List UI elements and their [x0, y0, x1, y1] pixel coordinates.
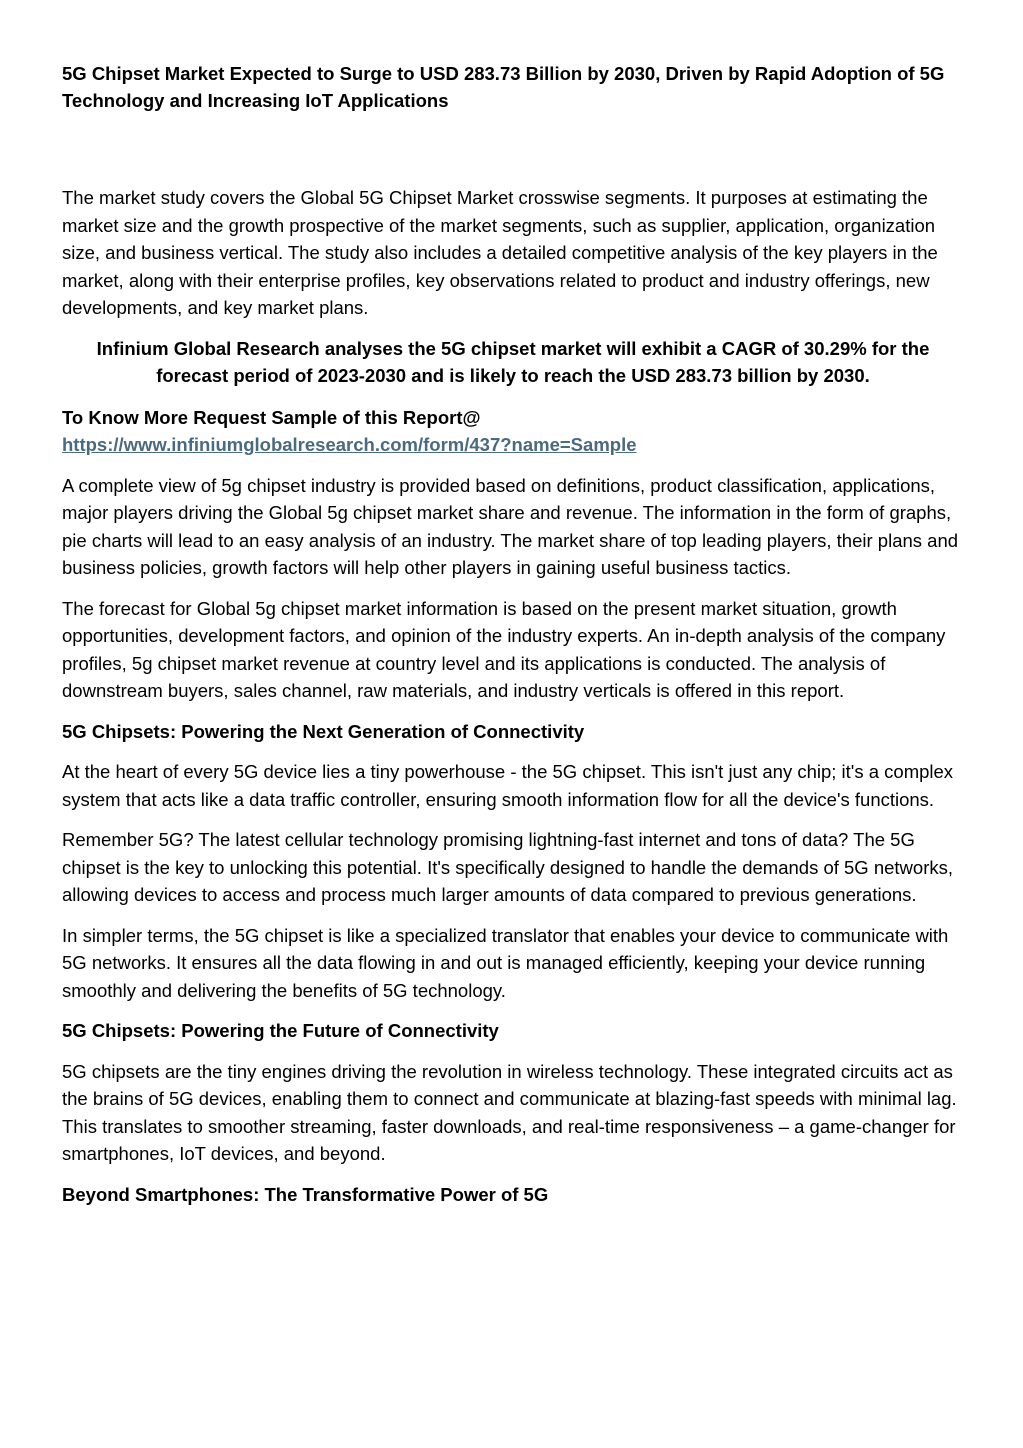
cagr-highlight: Infinium Global Research analyses the 5G chipset market will exhibit a CAGR of 30.29% for the forecast period of 2023-2030 and is likely to reach the USD 283.73 billion by 2030. [96, 337, 930, 386]
document-title: 5G Chipset Market Expected to Surge to USD 283.73 Billion by 2030, Driven by Rapid Adoption of 5G Technology and Increasing IoT Applications [62, 63, 945, 111]
document-page [62, 60, 964, 1221]
overview-paragraph: A complete view of 5g chipset industry is provided based on definitions, product classification, applications, major players driving the Global 5g chipset market share and revenue. The information in the form of graphs, pie charts will lead to an easy analysis of an industry. The market share of top leading players, their plans and business policies, growth factors will help other players in gaining useful business tactics. [62, 474, 959, 578]
section1-paragraph-1: At the heart of every 5G device lies a tiny powerhouse - the 5G chipset. This isn't just any chip; it's a complex system that acts like a data traffic controller, ensuring smooth information flow for all the device's functions. [62, 761, 954, 810]
sample-request [62, 404, 964, 459]
forecast-paragraph: The forecast for Global 5g chipset market information is based on the present market situation, growth opportunities, development factors, and opinion of the industry experts. An in-depth analysis of the company profiles, 5g chipset market revenue at country level and its applications is conducted. The analysis of downstream buyers, sales channel, raw materials, and industry verticals is offered in this report. [62, 597, 946, 701]
section1-paragraph-2: Remember 5G? The latest cellular technology promising lightning-fast internet and tons of data? The 5G chipset is the key to unlocking this potential. It's specifically designed to handle the demands of 5G networks, allowing devices to access and process much larger amounts of data compared to previous generations. [62, 829, 954, 905]
sample-request-link[interactable]: https://www.infiniumglobalresearch.com/form/437?name=Sample [62, 434, 637, 455]
intro-paragraph: The market study covers the Global 5G Chipset Market crosswise segments. It purposes at estimating the market size and the growth prospective of the market segments, such as supplier, application, organization size, and business vertical. The study also includes a detailed competitive analysis of the key players in the market, along with their enterprise profiles, key observations related to product and industry offerings, new developments, and key market plans. [62, 187, 938, 318]
section-heading-future: 5G Chipsets: Powering the Future of Connectivity [62, 1020, 499, 1041]
section-heading-next-generation: 5G Chipsets: Powering the Next Generation of Connectivity [62, 720, 585, 742]
section-heading-beyond-smartphones: Beyond Smartphones: The Transformative Power of 5G [62, 1183, 549, 1205]
title-spacer [62, 114, 964, 184]
sample-request-label: To Know More Request Sample of this Report@ [62, 406, 481, 428]
section2-paragraph-1: 5G chipsets are the tiny engines driving the revolution in wireless technology. These integrated circuits act as the brains of 5G devices, enabling them to connect and communicate at blazing-fast speeds with minimal lag. This translates to smoother streaming, faster downloads, and real-time responsiveness – a game-changer for smartphones, IoT devices, and beyond. [62, 1060, 957, 1164]
section1-paragraph-3: In simpler terms, the 5G chipset is like a specialized translator that enables your device to communicate with 5G networks. It ensures all the data flowing in and out is managed efficiently, keeping your device running smoothly and delivering the benefits of 5G technology. [62, 924, 949, 1001]
